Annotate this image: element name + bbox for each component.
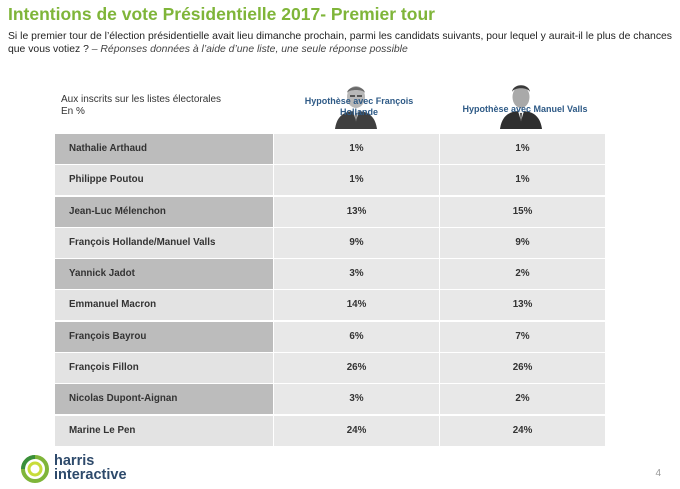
value-valls: 2% [440,384,605,414]
candidate-name: François Bayrou [55,322,273,352]
value-hollande: 3% [274,259,439,289]
column-head-valls: Hypothèse avec Manuel Valls [462,104,588,114]
value-hollande: 1% [274,134,439,164]
question-text: Si le premier tour de l’élection présidentielle avait lieu dimanche prochain, parmi les candidats suivants, pour lequel y aurait-il le plus de chances que vous votiez ? [8,31,672,55]
table-row [55,353,605,384]
table-row [55,165,605,196]
candidate-name: Yannick Jadot [55,259,273,289]
column-head-hollande: Hypothèse avec François Hollande [304,96,414,117]
value-hollande: 6% [274,322,439,352]
candidate-name: Jean-Luc Mélenchon [55,197,273,227]
table-row [55,259,605,290]
candidate-name: François Hollande/Manuel Valls [55,228,273,258]
results-table [55,134,605,447]
brand-line2: interactive [54,467,127,483]
value-valls: 7% [440,322,605,352]
header-label-line1: Aux inscrits sur les listes électorales [61,94,222,105]
value-hollande: 14% [274,290,439,320]
page-number: 4 [655,468,661,479]
question-note: – Réponses données à l’aide d’une liste, une seule réponse possible [91,44,408,55]
candidate-name: François Fillon [55,353,273,383]
candidate-name: Nathalie Arthaud [55,134,273,164]
value-valls: 2% [440,259,605,289]
value-valls: 9% [440,228,605,258]
survey-question [8,30,672,56]
valls-portrait-image [498,77,544,129]
candidate-name: Philippe Poutou [55,165,273,195]
value-hollande: 13% [274,197,439,227]
value-hollande: 24% [274,416,439,446]
table-row [55,228,605,259]
value-hollande: 3% [274,384,439,414]
table-row [55,322,605,353]
value-valls: 15% [440,197,605,227]
value-valls: 13% [440,290,605,320]
brand-line1: harris [54,453,95,469]
table-row [55,384,605,415]
table-row [55,290,605,321]
value-hollande: 1% [274,165,439,195]
header-label-line2: En % [61,106,85,117]
value-valls: 26% [440,353,605,383]
table-header-label [61,94,221,118]
table-row [55,416,605,447]
value-valls: 1% [440,134,605,164]
value-valls: 24% [440,416,605,446]
value-valls: 1% [440,165,605,195]
harris-logo-icon [20,454,50,484]
table-row [55,197,605,228]
candidate-name: Marine Le Pen [55,416,273,446]
brand-wordmark [54,454,127,482]
page-title: Intentions de vote Présidentielle 2017- Premier tour [8,4,435,24]
candidate-name: Nicolas Dupont-Aignan [55,384,273,414]
value-hollande: 26% [274,353,439,383]
candidate-name: Emmanuel Macron [55,290,273,320]
table-row [55,134,605,165]
value-hollande: 9% [274,228,439,258]
